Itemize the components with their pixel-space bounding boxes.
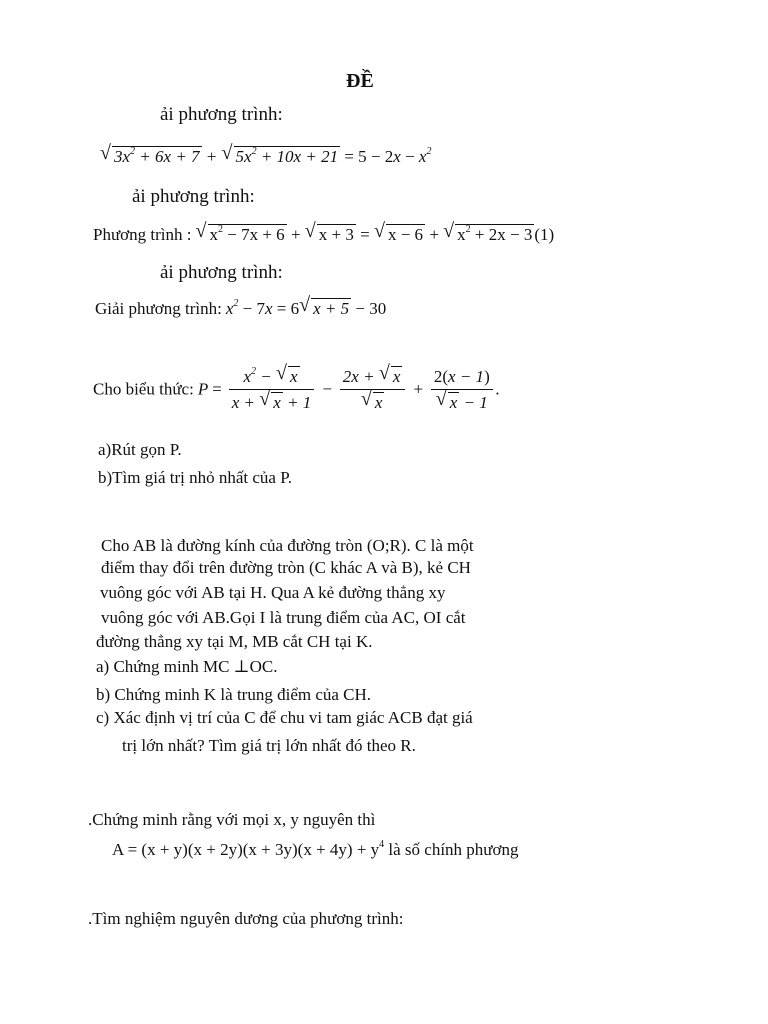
q1-equation: √ $3x^2 + 6x + 7$ + √ $5x^2 + 10x + 21 = 5 - 2x - x^2$ <box>100 146 431 167</box>
q2-label: Phương trình : <box>93 225 192 244</box>
q5-line-5: đường thẳng xy tại M, MB cắt CH tại K. <box>96 632 373 651</box>
q4-label: Cho biểu thức: <box>93 379 194 399</box>
q4-expression: Cho biểu thức: P = $\frac{x^2 - √ x}{x + √ x + 1}$ − 2x + √ x √ x + 2(x − 1) √ x − 1 . <box>93 366 500 413</box>
q6-expression <box>112 837 519 862</box>
q4-part-a: a)Rút gọn P. <box>98 440 182 459</box>
q2-equation: Phương trình : √ $x^2 - 7x + 6$ + √ x + 3 = √ x − 6 + √ $x^2 + 2x - 3$ (1) <box>93 224 554 245</box>
q6-line-1: .Chứng minh rằng với mọi x, y nguyên thì <box>88 810 376 829</box>
q3-equation: Giải phương trình: $x^2 - 7x = 6√$ x + 5 − 30 <box>95 298 386 319</box>
q3-label: Giải phương trình: <box>95 299 222 318</box>
q5-part-c-line-2: trị lớn nhất? Tìm giá trị lớn nhất đó theo R. <box>122 736 416 755</box>
q5-line-1: Cho AB là đường kính của đường tròn (O;R). C là một <box>101 536 474 555</box>
q5-part-a: a) Chứng minh MC ⊥OC. <box>96 657 278 676</box>
q5-part-c-line-1: c) Xác định vị trí của C để chu vi tam giác ACB đạt giá <box>96 708 473 727</box>
q5-line-2: điểm thay đổi trên đường tròn (C khác A và B), kẻ CH <box>101 558 471 577</box>
q5-line-4: vuông góc với AB.Gọi I là trung điểm của AC, OI cắt <box>101 608 466 627</box>
q4-part-b: b)Tìm giá trị nhỏ nhất của P. <box>98 468 293 487</box>
q2-heading: ải phương trình: <box>132 186 255 207</box>
q7-line-1: .Tìm nghiệm nguyên dương của phương trình: <box>88 909 404 928</box>
q1-heading: ải phương trình: <box>160 104 283 125</box>
page-title: ĐỀ <box>346 70 374 92</box>
q2-eqnum: (1) <box>534 225 555 244</box>
q6-expr-exponent: 4 <box>379 839 385 850</box>
q6-expr-prefix: A = (x + y)(x + 2y)(x + 3y)(x + 4y) + y <box>112 840 380 859</box>
q6-expr-suffix: là số chính phương <box>384 840 519 859</box>
q3-heading: ải phương trình: <box>160 262 283 283</box>
q5-line-3: vuông góc với AB tại H. Qua A kẻ đường thẳng xy <box>100 583 446 602</box>
q5-part-b: b) Chứng minh K là trung điểm của CH. <box>96 685 372 704</box>
